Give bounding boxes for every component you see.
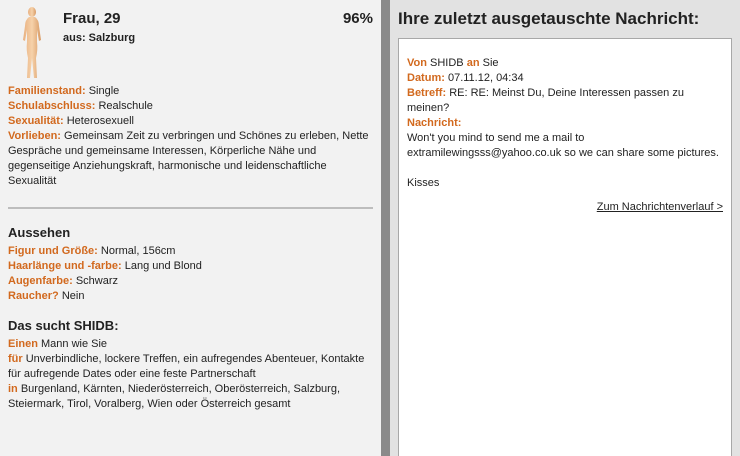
detail-value: Heterosexuell	[66, 115, 134, 127]
seeking-label: für	[8, 353, 23, 365]
subject-label: Betreff:	[407, 87, 447, 99]
appearance-label: Haarlänge und -farbe:	[8, 260, 122, 272]
appearance-label: Raucher?	[8, 290, 59, 302]
message-box	[398, 38, 732, 456]
appearance-value: Nein	[61, 290, 85, 302]
detail-label: Vorlieben:	[8, 130, 61, 142]
seeking-label: in	[8, 383, 18, 395]
message-subject-row	[407, 86, 723, 116]
match-percent: 96%	[342, 10, 373, 27]
date-label: Datum:	[407, 72, 445, 84]
detail-row	[8, 99, 373, 114]
detail-row	[8, 129, 373, 189]
message-body: Won't you mind to send me a mail to extramilewingsss@yahoo.co.uk so we can share some pictures.	[407, 132, 719, 159]
message-spacer	[407, 161, 723, 176]
seeking-label: Einen	[8, 338, 38, 350]
appearance-label: Figur und Größe:	[8, 245, 98, 257]
section-divider	[8, 207, 373, 209]
appearance-row	[8, 244, 373, 259]
detail-row	[8, 114, 373, 129]
seeking-value: Burgenland, Kärnten, Niederösterreich, Oberösterreich, Salzburg, Steiermark, Tirol, Voralberg, Wien oder Österreich gesamt	[8, 383, 341, 410]
subject-value: RE: RE: Meinst Du, Deine Interessen passen zu meinen?	[407, 87, 684, 114]
appearance-row	[8, 274, 373, 289]
message-from-row	[407, 56, 723, 71]
to-label: an	[466, 57, 480, 69]
message-signoff: Kisses	[407, 177, 440, 189]
detail-label: Sexualität:	[8, 115, 64, 127]
profile-location: aus: Salzburg	[63, 32, 136, 44]
appearance-value: Schwarz	[75, 275, 119, 287]
detail-value: Realschule	[98, 100, 153, 112]
seeking-value: Mann wie Sie	[41, 338, 108, 350]
seeking-row	[8, 382, 373, 412]
appearance-section	[8, 225, 373, 304]
appearance-row	[8, 289, 373, 304]
message-date-row	[407, 71, 723, 86]
appearance-value: Normal, 156cm	[100, 245, 176, 257]
panel-separator	[381, 0, 390, 456]
seeking-value: Unverbindliche, lockere Treffen, ein aufregendes Abenteuer, Kontakte für aufregende Dates oder eine feste Partnerschaft	[8, 353, 365, 380]
from-label: Von	[407, 57, 427, 69]
from-value: SHIDB	[430, 57, 464, 69]
detail-value: Gemeinsam Zeit zu verbringen und Schönes zu erleben, Nette Gespräche und gemeinsame Interessen, Körperliche Nähe und gegenseitige Anziehungskraft, harmonische und leidenschaftliche Sexualität	[8, 130, 369, 187]
seeking-section	[8, 318, 373, 412]
appearance-label: Augenfarbe:	[8, 275, 73, 287]
message-history-link[interactable]: Zum Nachrichtenverlauf >	[596, 201, 723, 213]
message-panel-title: Ihre zuletzt ausgetauschte Nachricht:	[398, 9, 700, 28]
detail-value: Single	[88, 85, 120, 97]
appearance-row	[8, 259, 373, 274]
seeking-row	[8, 337, 373, 352]
message-label: Nachricht:	[407, 117, 462, 129]
date-value: 07.11.12, 04:34	[447, 72, 524, 84]
appearance-value: Lang und Blond	[124, 260, 202, 272]
profile-title: Frau, 29	[63, 10, 121, 27]
detail-label: Familienstand:	[8, 85, 86, 97]
appearance-title: Aussehen	[8, 225, 71, 240]
detail-row	[8, 84, 373, 99]
female-silhouette-icon	[16, 6, 46, 80]
seeking-row	[8, 352, 373, 382]
profile-header	[8, 0, 373, 84]
to-value: Sie	[482, 57, 499, 69]
seeking-title: Das sucht SHIDB:	[8, 318, 119, 333]
detail-label: Schulabschluss:	[8, 100, 96, 112]
profile-details	[8, 84, 373, 189]
message-panel	[390, 0, 740, 456]
